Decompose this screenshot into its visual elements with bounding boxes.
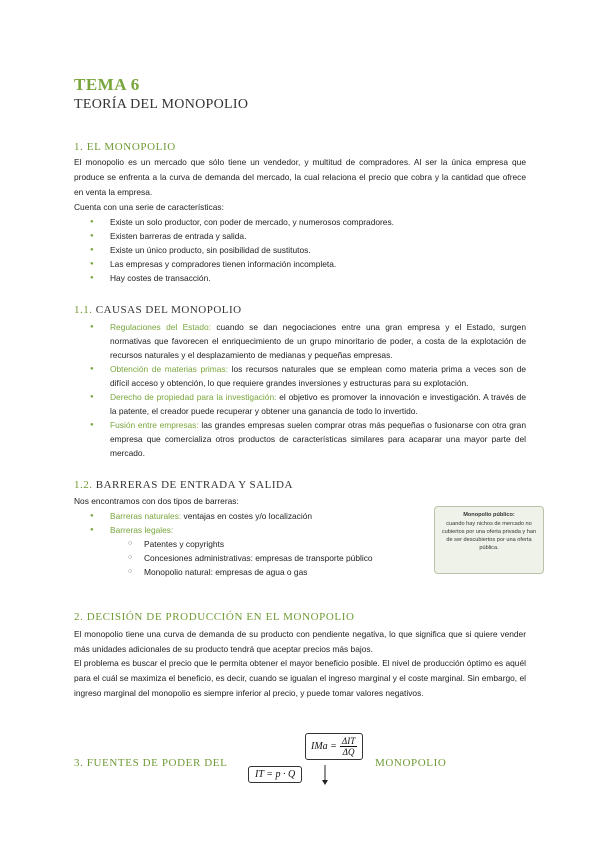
characteristics-list bbox=[74, 215, 526, 285]
list-item: ○ Concesiones administrativas: empresas de transporte público bbox=[74, 551, 434, 565]
section-2-heading: 2. DECISIÓN DE PRODUCCIÓN EN EL MONOPOLIO bbox=[74, 611, 355, 623]
term-label: Regulaciones del Estado: bbox=[110, 322, 211, 332]
list-item bbox=[74, 523, 434, 537]
section-2-paragraph-1: El monopolio tiene una curva de demanda de su producto con pendiente negativa, lo que significa que si quiere vender más unidades adicionales de su producto tendrá que aceptar precios más bajos. bbox=[74, 629, 526, 654]
term-label: Derecho de propiedad para la investigación: bbox=[110, 392, 277, 402]
section-3-heading-left: 3. FUENTES DE PODER DEL bbox=[74, 757, 228, 769]
list-item: ● Hay costes de transacción. bbox=[74, 271, 526, 285]
list-item: ● Existen barreras de entrada y salida. bbox=[74, 229, 526, 243]
section-1-1-heading bbox=[74, 304, 242, 316]
side-note-text: cuando hay nichos de mercado no cubiertos por una oferta privada y han de ser descubiertos por una oferta pública. bbox=[441, 521, 537, 551]
list-item: ● Las empresas y compradores tienen información incompleta. bbox=[74, 257, 526, 271]
formula-fraction bbox=[340, 736, 357, 757]
barriers-intro: Nos encontramos con dos tipos de barreras: bbox=[74, 496, 239, 506]
section-2-paragraph-2: El problema es buscar el precio que le permita obtener el mayor beneficio posible. El nivel de producción óptimo es aquél para el cuál se maximiza el beneficio, es decir, cuando se igualan el ingreso marginal y el coste marginal. Sin embargo, el ingreso marginal del monopolio es siempre inferior al precio, y puede tomar valores negativos. bbox=[74, 658, 526, 698]
arrow-down-icon bbox=[320, 765, 330, 787]
list-item: ● Existe un único producto, sin posibilidad de sustitutos. bbox=[74, 243, 526, 257]
legal-barriers-sublist bbox=[74, 537, 434, 579]
term-text: cuando se dan negociaciones entre una gran empresa y el Estado, surgen normativas que favorecen el enriquecimiento de un grupo minoritario de poder, a costa de la explotación de recursos naturales y el desplazamiento de medianas y pequeñas empresas. bbox=[110, 322, 526, 360]
section-number: 1.2. bbox=[74, 479, 93, 491]
list-item: ● Existe un solo productor, con poder de mercado, y numerosos compradores. bbox=[74, 215, 526, 229]
section-1-intro: Cuenta con una serie de características: bbox=[74, 202, 224, 212]
side-note-title: Monopolio público: bbox=[463, 512, 515, 518]
formula-lhs: IMa = bbox=[311, 741, 337, 752]
list-item bbox=[74, 320, 526, 362]
total-revenue-formula: IT = p · Q bbox=[248, 766, 302, 783]
term-label: Obtención de materias primas: bbox=[110, 364, 228, 374]
section-title: CAUSAS DEL MONOPOLIO bbox=[95, 304, 242, 316]
list-item bbox=[74, 418, 526, 460]
term-text: las grandes empresas suelen comprar otras más pequeñas o fusionarse con otra gran empresa que comercializa otros productos de características similares para acaparar una mayor parte del mercado. bbox=[110, 420, 526, 458]
term-text: ventajas en costes y/o localización bbox=[181, 511, 313, 521]
side-note bbox=[434, 506, 544, 574]
marginal-revenue-formula bbox=[305, 733, 363, 760]
list-item: ○ Monopolio natural: empresas de agua o gas bbox=[74, 565, 434, 579]
section-number: 1.1. bbox=[74, 304, 93, 316]
list-item bbox=[74, 509, 434, 523]
causes-list bbox=[74, 320, 526, 460]
term-label: Fusión entre empresas: bbox=[110, 420, 199, 430]
chapter-title: TEORÍA DEL MONOPOLIO bbox=[74, 97, 249, 112]
chapter-number: TEMA 6 bbox=[74, 75, 140, 94]
term-label: Barreras naturales: bbox=[110, 511, 182, 521]
section-title: BARRERAS DE ENTRADA Y SALIDA bbox=[95, 479, 293, 491]
section-1-heading: 1. EL MONOPOLIO bbox=[74, 141, 176, 153]
term-text: los recursos naturales que se emplean como materia prima a veces son de difícil acceso y obtención, lo que requiere grandes inversiones y estructuras para su explotación. bbox=[110, 364, 527, 388]
barriers-list bbox=[74, 509, 434, 537]
section-3-heading-right: MONOPOLIO bbox=[375, 757, 447, 769]
formula-numerator: ΔIT bbox=[341, 736, 356, 746]
list-item: ○ Patentes y copyrights bbox=[74, 537, 434, 551]
section-1-paragraph: El monopolio es un mercado que sólo tiene un vendedor, y multitud de compradores. Al ser la única empresa que produce se enfrenta a la curva de demanda del mercado, la cual relaciona el precio que cobra y la cantidad que ofrece en venta la empresa. bbox=[74, 157, 526, 197]
section-1-2-heading bbox=[74, 479, 293, 491]
term-text: el objetivo es promover la innovación e investigación. A través de la patente, el creador puede recuperar y obtener una ganancia de todo lo invertido. bbox=[110, 392, 526, 416]
formula-denominator: ΔQ bbox=[342, 747, 355, 757]
term-label: Barreras legales: bbox=[110, 525, 174, 535]
list-item bbox=[74, 362, 526, 390]
list-item bbox=[74, 390, 526, 418]
